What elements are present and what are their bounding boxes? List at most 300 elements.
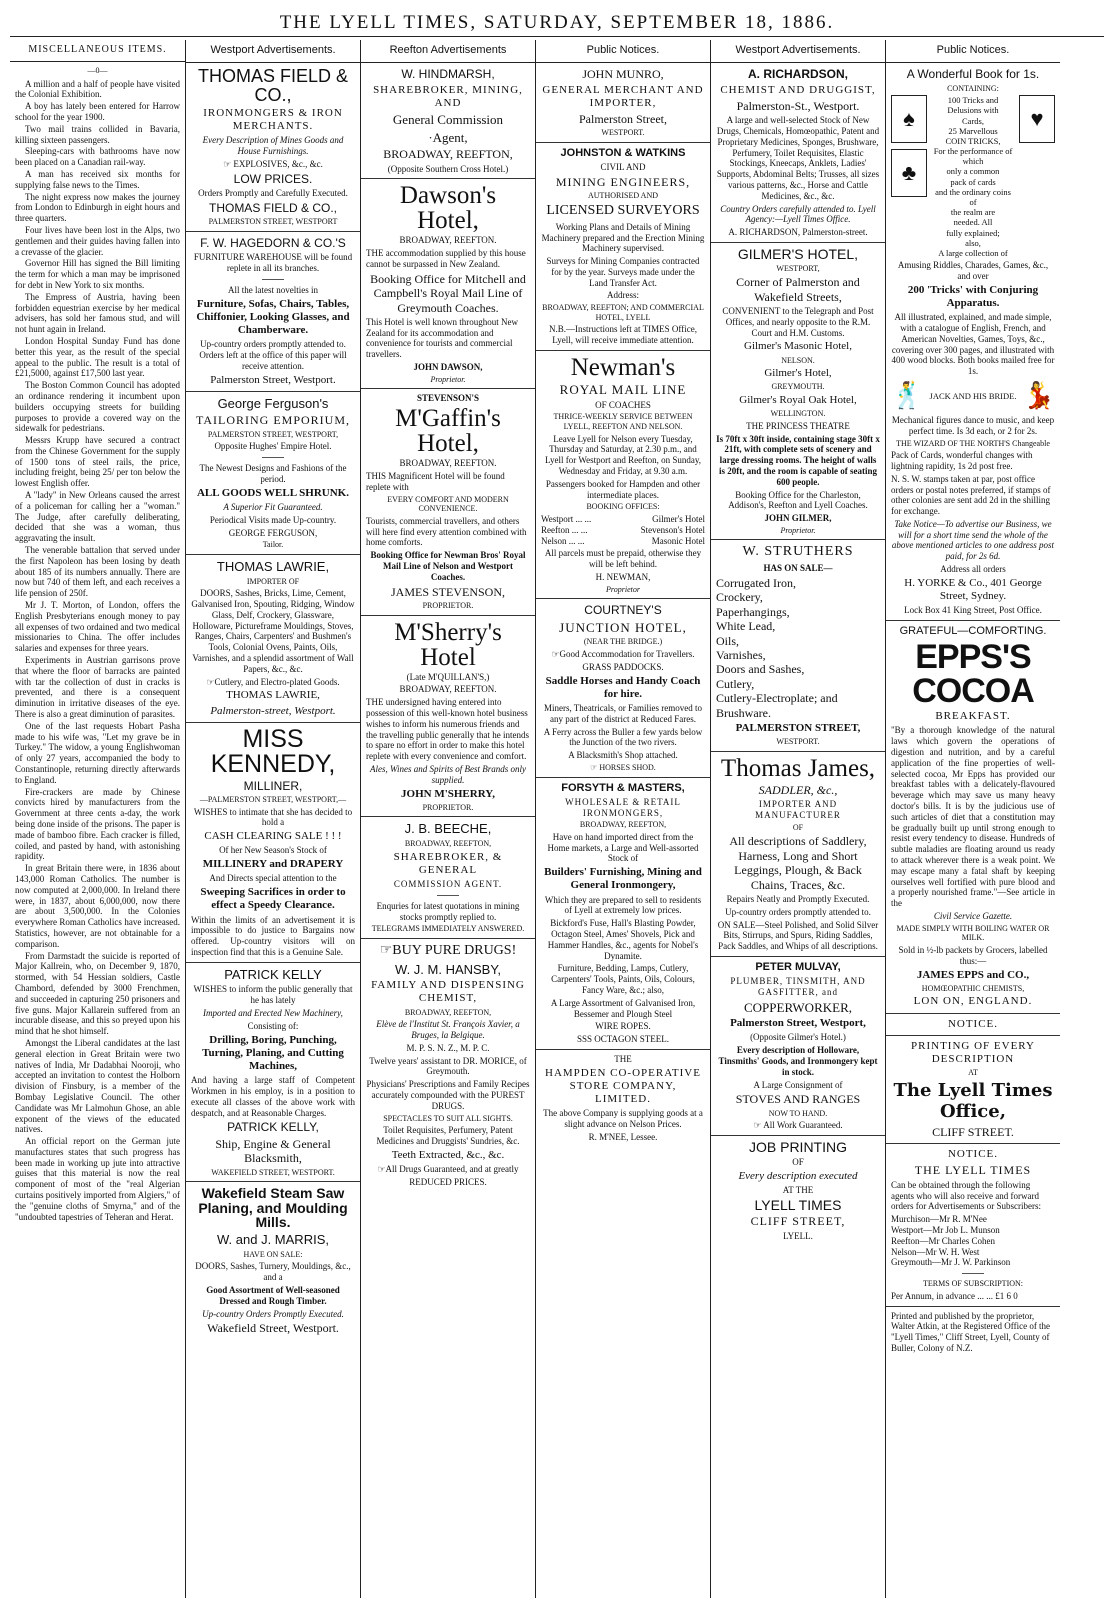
plans-line: Working Plans and Details of Mining Machinery prepared and the Erection Mining Machinery supervised. <box>541 221 705 254</box>
trade-line: MILLINER, <box>243 778 303 793</box>
advertiser-name: PATRICK KELLY, <box>227 1120 319 1135</box>
homeopathic-line: HOMŒOPATHIC CHEMISTS, <box>921 983 1025 993</box>
divider <box>536 350 710 351</box>
book-line: and the ordinary coins of <box>935 186 1011 208</box>
club-card-icon: ♣ <box>891 149 927 197</box>
book-line: only a common <box>946 166 1000 177</box>
booking-offices-list <box>541 514 705 546</box>
town-line: LYELL. <box>783 1230 813 1241</box>
divider <box>186 722 360 723</box>
undersigned-line: THE undersigned having entered into possession of this well-known hotel business wishes to inform his numerous friends and the travelling public generally that he intends to spare no effort in order to make this hotel replete with every convenience and comfort. <box>366 697 529 762</box>
containing-line: CONTAINING: <box>947 83 999 93</box>
advertiser-name: THOMAS LAWRIE, <box>216 558 330 574</box>
visits-line: Periodical Visits made Up-country. <box>209 514 337 525</box>
divider <box>886 1035 1060 1036</box>
advertiser-name: J. B. BEECHE, <box>404 821 492 837</box>
dancing-man-icon: 🕺 <box>891 381 924 411</box>
qualifications: M. P. S. N. Z., M. P. C. <box>406 1042 490 1053</box>
at-line: AT THE <box>782 1184 814 1195</box>
trade-line: TAILORING EMPORIUM, <box>195 413 351 428</box>
dancing-figures <box>891 379 1055 413</box>
notice-heading: NOTICE. <box>947 1017 999 1030</box>
above-line: The above Company is supplying goods at a slight advance on Nelson Prices. <box>543 1108 703 1130</box>
of-line: OF <box>792 1156 804 1167</box>
book-line: pack of cards <box>950 176 996 187</box>
hotel-name: GILMER'S HOTEL, <box>737 245 859 262</box>
description: "By a thorough knowledge of the natural laws which govern the operations of digestion and nutrition, and by a careful application of the fine properties of well-selected cocoa, Mr Epps has provided our breakfast tables with a delicately-flavoured beverage which may save us many heavy doctor's bills. It is by the judicious use of such articles of diet that a constitution may be gradually built up until strong enough to resist every tendency to disease. Hundreds of subtle maladies are floating around us ready to attack wherever there is a weak point. We may escape many a fatal shaft by keeping ourselves well fortified with pure blood and a properly nourished frame."—See article in the <box>891 725 1055 909</box>
divider <box>361 178 535 179</box>
masthead-rule <box>10 36 1104 37</box>
column-heading: MISCELLANEOUS ITEMS. <box>10 40 185 62</box>
advertiser-name: W. STRUTHERS <box>742 544 854 560</box>
guarantee-line: ☞ All Work Guaranteed. <box>753 1120 843 1131</box>
theatre-name: THE PRINCESS THEATRE <box>746 420 850 431</box>
address-label: Address all orders <box>940 564 1006 575</box>
book-contents-list <box>931 95 1015 258</box>
low-prices: LOW PRICES. <box>233 171 313 186</box>
address: BROADWAY, REEFTON. <box>399 458 497 469</box>
masonic-line: Gilmer's Masonic Hotel, <box>744 340 852 353</box>
steel-line: SSS OCTAGON STEEL. <box>576 1034 670 1045</box>
divider <box>886 620 1060 621</box>
column-heading: Westport Advertisements. <box>186 40 360 63</box>
divider <box>262 457 284 458</box>
lock-box-line: Lock Box 41 King Street, Post Office. <box>904 605 1042 616</box>
misc-item: London Hospital Sunday Fund has done better this year, as the result of the special appeal to the public. The result is a total of £21,5000, against £17,500 last year. <box>15 335 180 379</box>
misc-item: From Darmstadt the suicide is reported of Major Kallrein, who, on December 9, 1870, stormed, with 54 Hessian soldiers, Castle Chambord, defended by 3000 Frenchmen, and succeeded in capturing 250 prisoners and five guns. Major Kallarein suffered from an incurable disease, and this so preyed upon his mind that he shot himself. <box>15 950 180 1037</box>
signature-title: Proprietor <box>606 584 640 594</box>
sale-item: Oils, <box>716 633 740 648</box>
advertiser-name: THOMAS FIELD & CO., <box>208 200 337 215</box>
ad-george-ferguson <box>191 396 355 550</box>
pack-line: Pack of Cards, wonderful changes with lightning rapidity, 1s 2d post free. <box>891 450 1033 471</box>
book-title: A Wonderful Book for 1s. <box>906 67 1040 82</box>
columns <box>10 40 1104 1598</box>
book-line: A large collection of <box>938 247 1008 258</box>
misc-item: An official report on the German jute manufactures states that such progress has been made in working up jute into attractive guises that this material is now the real component of most of the "real Algerian curtains positively imported from Algiers," of the "genuine cloths of Smyrna," and of the "undoubted tapestries of Teheran and Herat. <box>15 1136 180 1222</box>
advertiser-name: Newman's <box>570 354 676 382</box>
column-heading: Public Notices. <box>886 40 1060 63</box>
explosives-line: ☞ EXPLOSIVES, &c., &c. <box>223 158 323 169</box>
furniture-line: Furniture, Bedding, Lamps, Cutlery, Carpenters' Tools, Paints, Oils, Colours, Fancy Ware, &c.; also, <box>551 963 695 996</box>
stamps-line: N. S. W. stamps taken at par, post office orders or postal notes preferred, if stamps of other colonies are sent add 2d in the shilling for exchange. <box>891 473 1051 517</box>
book-line: fully explained; <box>946 227 1000 238</box>
job-title: JOB PRINTING <box>748 1139 847 1156</box>
book-line: Delusions with <box>947 105 999 116</box>
trade-line: FURNITURE WAREHOUSE will be found replete in all its branches. <box>193 252 353 274</box>
address-label: Address: <box>607 290 639 301</box>
civil-line: CIVIL AND <box>600 162 646 173</box>
blacksmith-line: A Blacksmith's Shop attached. <box>568 750 678 761</box>
wire-line: WIRE ROPES. <box>595 1021 651 1032</box>
book-line: also, <box>965 237 981 248</box>
telegrams-line: TELEGRAMS IMMEDIATELY ANSWERED. <box>371 924 525 934</box>
hotel-name: M'Gaffin's Hotel, <box>395 405 501 458</box>
newest-line: The Newest Designs and Fashions of the period. <box>199 463 347 484</box>
address: Palmerston Street, Westport. <box>210 373 336 386</box>
sale-line: ON SALE—Steel Polished, and Solid Silver Bits, Stirrups, and Spurs, Riding Saddles, Pack Saddles, and Whips of all descriptions. <box>717 919 879 952</box>
divider <box>186 1181 360 1182</box>
book-line: Cards, <box>962 115 984 126</box>
signature: H. NEWMAN, <box>595 572 651 582</box>
the-line: THE <box>614 1054 632 1065</box>
trade-line: CHEMIST AND DRUGGIST, <box>720 83 876 96</box>
sale-item: Brushware. <box>716 705 771 720</box>
licensed-line: LICENSED SURVEYORS <box>546 202 700 218</box>
near-line: (NEAR THE BRIDGE.) <box>583 637 663 647</box>
sale-line: CASH CLEARING SALE ! ! ! <box>204 830 342 843</box>
miners-line: Miners, Theatricals, or Families removed to any part of the district at Reduced Fares. <box>543 702 703 724</box>
signature-title: Proprietor. <box>430 374 466 384</box>
product-name: EPPS'S COCOA <box>912 638 1034 711</box>
ad-thomas-field <box>191 67 355 227</box>
heart-card-icon: ♥ <box>1019 95 1055 143</box>
greymouth-hotel-line: Gilmer's Hotel, <box>764 367 832 380</box>
physicians-line: Physicians' Prescriptions and Family Recipes accurately compounded with the PUREST DRUGS. <box>366 1079 530 1111</box>
ad-peter-mulvay <box>716 961 880 1131</box>
orders-line: Orders Promptly and Carefully Executed. <box>198 188 348 199</box>
directs-line: And Directs special attention to the <box>209 873 337 884</box>
signature: GEORGE FERGUSON, <box>228 527 318 538</box>
misc-item: A "lady" in New Orleans caused the arrest of a policeman for calling her a "woman." The Judge, after carefully deliberating, decided that she was a woman, thus aggravating the insult. <box>15 490 180 544</box>
column-public-notices-2 <box>885 40 1060 1598</box>
ad-mgaffins-hotel <box>366 393 530 610</box>
booking-line: Booking Office for Mitchell and Campbell's Royal Mail Line of Greymouth Coaches. <box>370 271 526 315</box>
ad-patrick-kelly <box>191 967 355 1177</box>
card-illustrations <box>1019 95 1055 143</box>
sale-item: Paperhangings, <box>716 604 790 619</box>
nelson-line: NELSON. <box>781 355 815 365</box>
column-heading: Public Notices. <box>536 40 710 63</box>
goods-line: DOORS, Sashes, Bricks, Lime, Cement, Galvanised Iron, Spouting, Ridging, Window Glass, Delf, Crockery, Glassware, Holloware, Pictureframe Mouldings, Stoves, Ranges, Chairs, Carpenters' and Bushmen's Tools, Colonial Ovens, Paints, Oils, Varnishes, and a splendid assortment of Wall Papers, &c., &c. <box>191 588 355 674</box>
opposite-line: Opposite Hughes' Empire Hotel. <box>214 441 332 452</box>
signature: A. RICHARDSON, Palmerston-street. <box>728 227 868 238</box>
misc-item: Four lives have been lost in the Alps, two gentlemen and their guides having fallen into a crevasse of the glacier. <box>15 224 180 257</box>
divider <box>361 388 535 389</box>
paddocks-line: GRASS PADDOCKS. <box>582 661 664 672</box>
imprint: Printed and published by the proprietor, Walter Atkin, at the Registered Office of the "Lyell Times," Cliff Street, Lyell, County of Buller, Colony of N.Z. <box>891 1310 1051 1353</box>
misc-item: Sleeping-cars with bathrooms have now been placed on a Canadian rail-way. <box>15 146 180 168</box>
items-line: Furniture, Sofas, Chairs, Tables, Chiffonier, Looking Glasses, and Chamberware. <box>196 297 350 337</box>
stock-line: Of her New Season's Stock of <box>219 845 327 856</box>
agent-line: Nelson—Mr W. H. West <box>891 1246 980 1257</box>
opposite-line: (Opposite Gilmer's Hotel.) <box>750 1032 846 1043</box>
hotel-name: M'Sherry's Hotel <box>394 618 502 671</box>
importer-line: IMPORTER OF <box>246 576 300 586</box>
mill-title: Wakefield Steam Saw Planing, and Moulding Mills. <box>198 1185 348 1231</box>
trade-line: WHOLESALE & RETAIL IRONMONGERS, <box>565 796 681 818</box>
advertiser-name: MISS KENNEDY, <box>210 724 336 778</box>
book-details <box>891 95 1055 258</box>
misc-item: The Boston Common Council has adopted an ordinance rendering it incumbent upon builders occupying streets for building purposes to provide a covered way on the sidewalk for pedestrians. <box>15 380 180 434</box>
divider <box>536 142 710 143</box>
advertiser-name: PATRICK KELLY <box>224 966 322 982</box>
fit-line: A Superior Fit Guaranteed. <box>223 501 323 512</box>
divider <box>186 391 360 392</box>
every-line: Every description executed <box>738 1169 858 1182</box>
booking-office-row <box>541 536 705 547</box>
which-line: Which they are prepared to sell to residents of Lyell at extremely low prices. <box>544 894 702 916</box>
trade-line: IRONMONGERS & IRON MERCHANTS. <box>203 106 343 133</box>
teeth-line: Teeth Extracted, &c., &c. <box>391 1148 505 1161</box>
spectacles-line: SPECTACLES TO SUIT ALL SIGHTS. <box>383 1113 513 1123</box>
gazette-line: Civil Service Gazette. <box>933 910 1013 921</box>
ad-wonderful-book <box>891 67 1055 616</box>
misc-item: A million and a half of people have visited the Colonial Exhibition. <box>15 78 180 100</box>
accommodation-line: THE accommodation supplied by this house cannot be surpassed in New Zealand. <box>366 248 526 269</box>
comfort-line: EVERY COMFORT AND MODERN CONVENIENCE. <box>387 494 509 514</box>
horses-line: ☞ HORSES SHOD. <box>590 762 656 772</box>
sale-item: Varnishes, <box>716 648 766 663</box>
misc-item: Fire-crackers are made by Chinese convicts hired by manufacturers from the Government at three cents a-day, the work being done inside of the prisons. The paper is made of bamboo fibre. Each cracker is filled, coiled, and pasted by hand, with astonishing rapidity. <box>15 786 180 862</box>
divider <box>361 615 535 616</box>
street-line: CLIFF STREET, <box>750 1214 846 1229</box>
book-line: COIN TRICKS, <box>945 135 1001 146</box>
misc-item: The night express now makes the journey from London to Edinburgh in eight hours and three quarters. <box>15 191 180 224</box>
twelve-line: Twelve years' assistant to DR. MORICE, of Greymouth. <box>369 1055 527 1077</box>
jack-line: JACK AND HIS BRIDE. <box>929 390 1017 401</box>
magnificent-line: THIS Magnificent Hotel will be found replete with <box>366 471 505 492</box>
opposite-line: (Opposite Southern Cross Hotel.) <box>387 163 509 174</box>
town: WESTPORT. <box>601 128 645 138</box>
misc-item: Governor Hill has signed the Bill limiting the term for which a man may be imprisoned for debt in New York to six months. <box>15 258 180 290</box>
agent-line: Westport—Mr Job L. Munson <box>891 1225 1000 1236</box>
masthead: THE LYELL TIMES, SATURDAY, SEPTEMBER 18, 1886. <box>279 12 835 33</box>
advertiser-name: H. YORKE & Co., 401 George Street, Sydney. <box>904 576 1042 603</box>
assortment-line: Good Assortment of Well-seasoned Dressed and Rough Timber. <box>206 1284 340 1306</box>
hotel-name: Dawson's Hotel, <box>399 182 497 235</box>
drugs-line: ☞BUY PURE DRUGS! <box>379 942 517 958</box>
sale-item: Corrugated Iron, <box>716 576 796 591</box>
column-westport-advertisements <box>185 40 360 1598</box>
printing-line: PRINTING OF EVERY DESCRIPTION <box>911 1039 1035 1065</box>
divider <box>886 1143 1060 1144</box>
tricks-line: 200 'Tricks' with Conjuring Apparatus. <box>907 283 1039 309</box>
hotel-name: JUNCTION HOTEL, <box>559 619 687 635</box>
address: BROADWAY, REEFTON, <box>404 838 492 848</box>
misc-item: Two mail trains collided in Bavaria, killing sixteen passengers. <box>15 123 180 145</box>
agent-line: Reefton—Mr Charles Cohen <box>891 1235 995 1246</box>
spade-card-icon: ♠ <box>891 95 927 143</box>
bickfords-line: Bickford's Fuse, Hall's Blasting Powder, Octagon Steel, Ames' Shovels, Pick and Hammer Handles, &c., agents for Nobel's Dynamite. <box>547 918 699 961</box>
consisting-line: Consisting of: <box>247 1020 299 1031</box>
made-line: MADE SIMPLY WITH BOILING WATER OR MILK. <box>896 923 1050 943</box>
sold-line: Sold in ½-lb packets by Grocers, labelled thus:— <box>898 944 1048 966</box>
tourists-line: Tourists, commercial travellers, and others will here find every attention combined with home comforts. <box>366 515 527 548</box>
trade-line: SADDLER, &c., <box>758 782 838 797</box>
trade-line: SHAREBROKER, & GENERAL <box>393 850 503 876</box>
divider <box>186 962 360 963</box>
description: Every Description of Mines Goods and House Furnishings. <box>202 135 344 157</box>
misc-item: The Empress of Austria, having been forbidden equestrian exercise by her medical advisers, has sold her famous stud, and will not hunt again in Ireland. <box>15 291 180 335</box>
reduced-line: REDUCED PRICES. <box>409 1176 487 1187</box>
address: BROADWAY, REEFTON. <box>399 235 497 246</box>
advertiser-name: W. HINDMARSH, <box>401 67 495 82</box>
notice-printing <box>891 1018 1055 1354</box>
schedule-line: Leave Lyell for Nelson every Tuesday, Thursday and Saturday, at 2.30 p.m., and Lyell for Westport and Reefton, on Sunday, Wednesday and Friday, at 9.30 a.m. <box>545 433 701 477</box>
divider <box>186 554 360 555</box>
office-town: Nelson ... ... <box>541 535 585 546</box>
sale-items-list <box>716 576 880 720</box>
now-line: NOW TO HAND. <box>768 1108 828 1118</box>
advertiser-name: Thomas James, <box>720 754 876 782</box>
divider <box>711 751 885 752</box>
divider <box>361 816 535 817</box>
ad-hagedorn <box>191 236 355 387</box>
advertiser-name: THOMAS LAWRIE, <box>226 689 320 702</box>
divider <box>711 956 885 957</box>
column-reefton-advertisements <box>360 40 535 1598</box>
card-illustrations <box>891 95 927 197</box>
address: PALMERSTON STREET, <box>735 721 861 734</box>
owner-line: STEVENSON'S <box>416 393 480 404</box>
known-line: This Hotel is well known throughout New Zealand for its accommodation and convenience for tourists and commercial travellers. <box>366 316 518 360</box>
mining-line: MINING ENGINEERS, <box>555 174 691 189</box>
divider <box>536 598 710 599</box>
cutlery-line: ☞Cutlery, and Electro-plated Goods. <box>206 676 340 687</box>
signature: JAMES EPPS and CO., <box>916 968 1030 981</box>
column-heading: Westport Advertisements. <box>711 40 885 63</box>
booking-line: Booking Office for the Charleston, Addison's, Reefton and Lyell Coaches. <box>728 489 868 511</box>
stock-line: A large and well-selected Stock of New Drugs, Chemicals, Homœopathic, Patent and Proprietary Medicines, Sponges, Brushware, Perfumery, Toilet Requisites, Elastic Stockings, Kneecaps, Anklets, Ladies' Supports, Abdominal Belts; Trusses, all sizes various patterns, &c., Horse and Cattle Medicines, &c., &c. <box>716 115 880 201</box>
trade-line: GENERAL MERCHANT AND IMPORTER, <box>542 83 704 109</box>
divider <box>886 1306 1060 1307</box>
address: PALMERSTON STREET, WESTPORT, <box>207 429 339 439</box>
tagline: GRATEFUL—COMFORTING. <box>899 625 1047 638</box>
agent-line: ·Agent, <box>428 129 468 145</box>
booking-office-row <box>541 514 705 525</box>
signature-title: Tailor. <box>262 540 284 550</box>
at-line: AT <box>968 1068 978 1078</box>
column-public-notices <box>535 40 710 1598</box>
staff-line: And having a large staff of Competent Workmen in his employ, is in a position to execute all classes of the above work with despatch, and at Reasonable Charges. <box>191 1075 355 1118</box>
signature: JOHN M'SHERRY, <box>401 787 495 800</box>
ad-beeche <box>366 821 530 934</box>
ferry-line: A Ferry across the Buller a few yards below the Junction of the two rivers. <box>543 726 703 748</box>
convenient-line: CONVENIENT to the Telegraph and Post Offices, and nearly opposite to the R.M. Court and H.M. Customs. <box>722 305 874 338</box>
sale-item: White Lead, <box>716 619 776 634</box>
ad-job-printing <box>716 1140 880 1241</box>
ad-newmans-coaches <box>541 355 705 594</box>
signature: JOHN GILMER, <box>764 513 832 524</box>
advertiser-name: George Ferguson's <box>217 395 329 411</box>
book-line: 25 Marvellous <box>948 125 998 136</box>
address: Palmerston-St., Westport. <box>736 98 860 113</box>
enquiries-line: Enquries for latest quotations in mining stocks promptly replied to. <box>376 900 520 922</box>
agents-intro: Can be obtained through the following agents who will also receive and forward orders for Advertisements or Subscribers: <box>891 1179 1041 1212</box>
sale-item: Doors and Sashes, <box>716 662 805 677</box>
ad-forsyth-masters <box>541 782 705 1046</box>
surveys-line: Surveys for Mining Companies contracted for by the year. Surveys made under the Land Transfer Act. <box>546 256 700 288</box>
copper-line: COPPERWORKER, <box>744 999 852 1015</box>
paper-name: LYELL TIMES <box>754 1196 842 1213</box>
mail-line: ROYAL MAIL LINE <box>559 382 687 398</box>
divider: —0— <box>87 66 108 75</box>
ad-miss-kennedy <box>191 724 355 958</box>
galvanised-line: A Large Assortment of Galvanised Iron, Bessemer and Plough Steel <box>550 997 696 1019</box>
saddle-line: Saddle Horses and Handy Coach for hire. <box>545 674 701 700</box>
misc-item: In great Britain there were, in 1836 about 143,000 Roman Catholics. The number is now computed at 2,000,000. In Ireland there were, in 1837, about 6,000,000, now there are about 3,500,000. In the Colonies everywhere Roman Catholics have increased. Statistics, however, are not obtainable for a comparison. <box>15 863 180 949</box>
trade-line: FAMILY AND DISPENSING CHEMIST, <box>371 979 525 1005</box>
address: BROADWAY, REEFTON, <box>579 820 667 830</box>
coaches-line: OF COACHES <box>595 399 651 410</box>
breakfast-line: BREAKFAST. <box>935 710 1011 723</box>
agents-list <box>891 1214 1055 1268</box>
misc-item: A boy has lately been entered for Harrow school for the year 1900. <box>15 101 180 122</box>
address: —PALMERSTON STREET, WESTPORT,— <box>199 795 347 805</box>
booking-heading: BOOKING OFFICES: <box>586 502 660 512</box>
advertiser-name: W. J. M. HANSBY, <box>395 961 501 977</box>
book-line: 100 Tricks and <box>947 95 999 106</box>
signature-title: Proprietor. <box>780 525 816 535</box>
office-town: Reefton ... ... <box>541 524 588 535</box>
sale-item: Crockery, <box>716 590 763 605</box>
of-line: OF <box>792 822 804 832</box>
novelties-line: All the latest novelties in <box>228 284 318 295</box>
misc-item: A man has received six months for supplying false news to the Times. <box>15 168 180 190</box>
notice-heading: NOTICE. <box>947 1148 999 1161</box>
advertiser-name: COURTNEY'S <box>584 603 662 618</box>
street-line: CLIFF STREET. <box>932 1124 1014 1139</box>
advertiser-name: JOHN MUNRO, <box>582 67 664 82</box>
builders-line: Builders' Furnishing, Mining and General Ironmongery, <box>544 866 702 892</box>
authorised-line: AUTHORISED AND <box>588 191 658 201</box>
machines-line: Drilling, Boring, Punching, Turning, Planing, and Cutting Machines, <box>202 1033 344 1072</box>
town: WESTPORT, <box>776 263 820 273</box>
divider <box>536 1049 710 1050</box>
late-line: (Late M'QUILLAN'S,) <box>406 671 490 682</box>
service-line: THRICE-WEEKLY SERVICE BETWEEN LYELL, REEFTON AND NELSON. <box>553 412 693 432</box>
royal-oak-line: Gilmer's Royal Oak Hotel, <box>739 393 857 406</box>
parcels-line: All parcels must be prepaid, otherwise they will be left behind. <box>544 548 702 570</box>
upcountry-line: Up-country Orders Promptly Executed. <box>202 1308 344 1319</box>
sale-item: Cutlery, <box>716 676 755 691</box>
agent-line: COMMISSION AGENT. <box>393 878 503 889</box>
corner-line: Corner of Palmerston and Wakefield Streets, <box>736 275 860 304</box>
country-line: Country Orders carefully attended to. Lyell Agency:—Lyell Times Office. <box>720 203 876 225</box>
ad-gilmers-hotel <box>716 247 880 536</box>
advertiser-name: PETER MULVAY, <box>755 960 841 973</box>
every-line: Every description of Holloware, Tinsmiths' Goods, and Ironmongery kept in stock. <box>718 1045 878 1077</box>
column-miscellaneous <box>10 40 185 1598</box>
divider <box>962 1273 984 1274</box>
sweeping-line: Sweeping Sacrifices in order to effect a Speedy Clearance. <box>200 886 346 912</box>
wizard-line: THE WIZARD OF THE NORTH'S Changeable <box>896 438 1050 448</box>
ad-thomas-james <box>716 756 880 952</box>
ad-richardson <box>716 67 880 238</box>
ad-hampden-store <box>541 1054 705 1143</box>
ad-thomas-lawrie <box>191 559 355 718</box>
address: Palmerston-street, Westport. <box>210 704 336 717</box>
address: BROADWAY, REEFTON, <box>383 147 513 162</box>
accommodation-line: ☞Good Accommodation for Travellers. <box>551 648 695 659</box>
agent-line: Murchison—Mr R. M'Nee <box>891 1214 987 1225</box>
paper-name: THE LYELL TIMES <box>914 1163 1032 1178</box>
address: WAKEFIELD STREET, WESTPORT. <box>211 1167 335 1177</box>
book-line: the realm are <box>950 207 996 218</box>
book-line: For the performance of which <box>933 146 1013 167</box>
address: BROADWAY, REEFTON. <box>399 684 497 695</box>
address: Palmerston Street, <box>579 111 667 126</box>
repairs-line: Repairs Neatly and Promptly Executed. <box>726 893 870 904</box>
dancing-woman-icon: 💃 <box>1022 381 1055 411</box>
greymouth-line: GREYMOUTH. <box>771 382 825 392</box>
ad-hansby <box>366 943 530 1188</box>
theatre-description: Is 70ft x 30ft inside, containing stage 30ft x 21ft, with complete sets of scenery and large dressing rooms. The height of walls is 20ft, and the room is capable of seating 600 people. <box>716 433 880 487</box>
mechanical-line: Mechanical figures dance to music, and keep perfect time. Is 3d each, or 2 for 2s. <box>891 414 1055 436</box>
advertiser-name: A. RICHARDSON, <box>747 67 848 82</box>
trade-line: Ship, Engine & General Blacksmith, <box>215 1136 331 1166</box>
